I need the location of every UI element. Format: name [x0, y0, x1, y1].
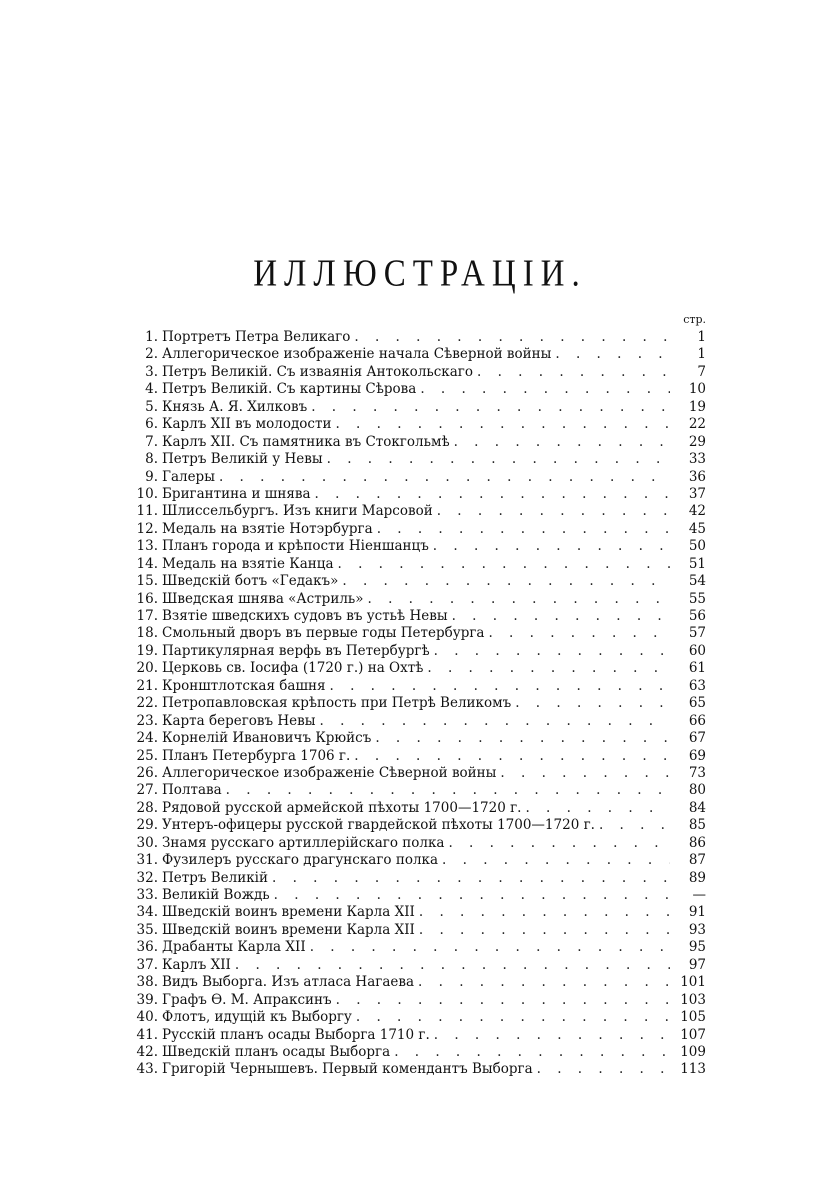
leader-dots — [452, 608, 670, 625]
entry-number: 10. — [136, 485, 158, 502]
entry-page-number: 105 — [680, 1009, 706, 1026]
leader-dots — [488, 625, 670, 642]
leader-dots — [599, 817, 670, 834]
entry-title: Русскiй планъ осады Выборга 1710 г. — [162, 1026, 430, 1043]
entry-page-number: 61 — [688, 660, 706, 677]
list-item — [132, 887, 706, 904]
list-item — [132, 486, 706, 503]
entry-number: 16. — [136, 590, 158, 607]
list-item — [132, 957, 706, 974]
leader-dots — [375, 730, 670, 747]
list-item — [132, 416, 706, 433]
entry-page-number: 113 — [680, 1061, 706, 1078]
leader-dots — [272, 870, 670, 887]
entry-title: Бригантина и шнява — [162, 485, 311, 502]
entry-title: Шведскiй воинъ времени Карла XII — [162, 904, 415, 921]
leader-dots — [310, 939, 670, 956]
list-item — [132, 503, 706, 520]
entry-page-number: 51 — [688, 555, 706, 572]
list-item — [132, 451, 706, 468]
list-item — [132, 730, 706, 747]
entry-number: 1. — [145, 329, 158, 345]
entry-page-number: 85 — [688, 817, 706, 834]
list-item — [132, 695, 706, 712]
list-item — [132, 713, 706, 730]
entry-title: Карлъ XII — [162, 956, 231, 973]
entry-page-number: 10 — [688, 381, 706, 398]
entry-title: Карлъ XII. Съ памятника въ Стокгольмѣ — [162, 433, 450, 450]
entry-page-number: 55 — [688, 590, 706, 607]
entry-number: 12. — [136, 520, 158, 537]
entry-title: Медаль на взятiе Нотэрбурга — [162, 520, 373, 537]
entry-title: Шведскiй ботъ «Гедакъ» — [162, 573, 339, 590]
entry-number: 32. — [136, 869, 158, 886]
entry-number: 42. — [136, 1043, 158, 1060]
leader-dots — [319, 713, 670, 730]
entry-number: 15. — [136, 573, 158, 590]
entry-number: 6. — [145, 416, 158, 433]
leader-dots — [219, 469, 670, 486]
entry-title: Аллегорическое изображенiе Сѣверной войны — [162, 764, 497, 781]
entry-title: Полтава — [162, 782, 222, 799]
leader-dots — [327, 451, 670, 468]
list-item — [132, 434, 706, 451]
leader-dots — [342, 573, 670, 590]
list-item — [132, 329, 706, 346]
entry-number: 3. — [145, 363, 158, 380]
entry-number: 26. — [136, 764, 158, 781]
entry-number: 35. — [136, 921, 158, 938]
entry-page-number: 36 — [688, 468, 706, 485]
leader-dots — [515, 695, 670, 712]
leader-dots — [454, 434, 670, 451]
entry-number: 5. — [145, 398, 158, 415]
list-item — [132, 381, 706, 398]
leader-dots — [354, 329, 670, 346]
leader-dots — [330, 678, 670, 695]
list-item — [132, 765, 706, 782]
entry-number: 34. — [136, 904, 158, 921]
entry-title: Петръ Великiй у Невы — [162, 451, 323, 468]
entry-number: 41. — [136, 1026, 158, 1043]
entry-page-number: 1 — [697, 329, 706, 345]
page-column-label: стр. — [683, 313, 706, 326]
entry-number: 20. — [136, 660, 158, 677]
list-item — [132, 1027, 706, 1044]
list-item — [132, 939, 706, 956]
entry-number: 21. — [136, 677, 158, 694]
list-item — [132, 782, 706, 799]
entry-page-number: 97 — [688, 956, 706, 973]
entry-page-number: 50 — [688, 538, 706, 555]
entry-number: 39. — [136, 991, 158, 1008]
illustrations-list — [132, 329, 706, 1079]
entry-number: 25. — [136, 747, 158, 764]
entry-page-number: 42 — [688, 503, 706, 520]
entry-title: Григорiй Чернышевъ. Первый комендантъ Выборга — [162, 1061, 533, 1078]
entry-page-number: 67 — [688, 730, 706, 747]
entry-page-number: 66 — [688, 712, 706, 729]
entry-title: Фузилеръ русскаго драгунскаго полка — [162, 852, 439, 869]
entry-title: Петръ Великiй. Съ изваянiя Антокольскаго — [162, 363, 473, 380]
entry-number: 11. — [136, 503, 158, 520]
entry-page-number: 65 — [688, 695, 706, 712]
entry-title: Петръ Великiй — [162, 869, 268, 886]
leader-dots — [448, 835, 670, 852]
entry-title: Медаль на взятiе Канца — [162, 555, 334, 572]
entry-number: 18. — [136, 625, 158, 642]
list-item — [132, 1044, 706, 1061]
leader-dots — [525, 800, 670, 817]
entry-page-number: 1 — [697, 346, 706, 363]
leader-dots — [336, 992, 670, 1009]
entry-title: Кронштлотская башня — [162, 677, 326, 694]
entry-page-number: 73 — [688, 764, 706, 781]
list-item — [132, 870, 706, 887]
leader-dots — [537, 1061, 670, 1078]
entry-page-number: 33 — [688, 451, 706, 468]
entry-number: 31. — [136, 852, 158, 869]
entry-title: Церковь св. Iосифа (1720 г.) на Охтѣ — [162, 660, 424, 677]
leader-dots — [434, 1027, 670, 1044]
entry-number: 37. — [136, 956, 158, 973]
entry-title: Галеры — [162, 468, 215, 485]
entry-title: Портретъ Петра Великаго — [162, 329, 351, 345]
leader-dots — [338, 556, 671, 573]
entry-page-number: 69 — [688, 747, 706, 764]
entry-title: Флотъ, идущiй къ Выборгу — [162, 1009, 352, 1026]
leader-dots — [433, 538, 670, 555]
leader-dots — [555, 346, 670, 363]
entry-title: Унтеръ-офицеры русской гвардейской пѣхоты 1700—1720 г. — [162, 817, 595, 834]
entry-page-number: 45 — [688, 520, 706, 537]
entry-page-number: 60 — [688, 642, 706, 659]
entry-title: Корнелiй Ивановичъ Крюйсъ — [162, 730, 372, 747]
list-item — [132, 556, 706, 573]
entry-number: 13. — [136, 538, 158, 555]
entry-title: Шведскiй планъ осады Выборга — [162, 1043, 391, 1060]
list-item — [132, 1061, 706, 1078]
entry-page-number: 107 — [680, 1026, 706, 1043]
leader-dots — [420, 381, 670, 398]
leader-dots — [477, 364, 670, 381]
leader-dots — [418, 974, 670, 991]
entry-title: Планъ Петербурга 1706 г. — [162, 747, 351, 764]
list-item — [132, 974, 706, 991]
entry-number: 29. — [136, 817, 158, 834]
entry-title: Взятiе шведскихъ судовъ въ устьѣ Невы — [162, 608, 448, 624]
entry-number: 27. — [136, 782, 158, 799]
entry-title: Графъ Ѳ. М. Апраксинъ — [162, 991, 332, 1008]
entry-title: Рядовой русской армейской пѣхоты 1700—1720 г. — [162, 799, 522, 816]
entry-page-number: 89 — [688, 869, 706, 886]
entry-number: 30. — [136, 834, 158, 851]
entry-title: Знамя русскаго артиллерiйскаго полка — [162, 834, 445, 851]
list-item — [132, 852, 706, 869]
entry-page-number: 80 — [688, 782, 706, 799]
entry-number: 9. — [145, 468, 158, 485]
entry-page-number: 101 — [680, 974, 706, 991]
list-item — [132, 800, 706, 817]
list-item — [132, 643, 706, 660]
list-item — [132, 538, 706, 555]
entry-page-number: 29 — [688, 433, 706, 450]
entry-title: Планъ города и крѣпости Нiеншанцъ — [162, 538, 429, 555]
leader-dots — [437, 503, 670, 520]
entry-page-number: 19 — [688, 398, 706, 415]
entry-title: Великiй Вождь — [162, 887, 270, 903]
list-item — [132, 521, 706, 538]
leader-dots — [335, 416, 670, 433]
entry-page-number: 84 — [688, 799, 706, 816]
entry-page-number: 7 — [697, 363, 706, 380]
entry-number: 2. — [145, 346, 158, 363]
list-item — [132, 817, 706, 834]
list-item — [132, 364, 706, 381]
entry-title: Шведская шнява «Астриль» — [162, 590, 364, 607]
entry-page-number: 87 — [688, 852, 706, 869]
entry-title: Петропавловская крѣпость при Петрѣ Великомъ — [162, 695, 512, 712]
entry-number: 8. — [145, 451, 158, 468]
entry-number: 24. — [136, 730, 158, 747]
entry-number: 40. — [136, 1009, 158, 1026]
entry-page-number: 57 — [688, 625, 706, 642]
entry-number: 17. — [136, 608, 158, 624]
entry-title: Карта береговъ Невы — [162, 712, 316, 729]
entry-page-number: 93 — [688, 921, 706, 938]
list-item — [132, 608, 706, 625]
leader-dots — [434, 643, 670, 660]
leader-dots — [235, 957, 670, 974]
leader-dots — [354, 748, 670, 765]
leader-dots — [377, 521, 670, 538]
leader-dots — [315, 486, 671, 503]
entry-title: Петръ Великiй. Съ картины Сѣрова — [162, 381, 417, 398]
list-item — [132, 399, 706, 416]
entry-number: 43. — [136, 1061, 158, 1078]
leader-dots — [226, 782, 670, 799]
list-item — [132, 1009, 706, 1026]
leader-dots — [419, 922, 670, 939]
leader-dots — [419, 904, 670, 921]
leader-dots — [427, 660, 670, 677]
list-item — [132, 469, 706, 486]
entry-page-number: 56 — [688, 608, 706, 624]
page-title: ИЛЛЮСТРАЦIИ. — [253, 253, 587, 295]
entry-page-number: 95 — [688, 939, 706, 956]
entry-page-number: 37 — [688, 485, 706, 502]
entry-page-number: 91 — [688, 904, 706, 921]
entry-page-number: 109 — [680, 1043, 706, 1060]
leader-dots — [311, 399, 670, 416]
entry-number: 14. — [136, 555, 158, 572]
entry-title: Карлъ XII въ молодости — [162, 416, 332, 433]
entry-number: 23. — [136, 712, 158, 729]
entry-title: Драбанты Карла XII — [162, 939, 306, 956]
entry-number: 4. — [145, 381, 158, 398]
entry-title: Смольный дворъ въ первые годы Петербурга — [162, 625, 485, 642]
entry-title: Партикулярная верфь въ Петербургѣ — [162, 642, 430, 659]
entry-title: Шлиссельбургъ. Изъ книги Марсовой — [162, 503, 433, 520]
leader-dots — [394, 1044, 670, 1061]
leader-dots — [442, 852, 670, 869]
entry-page-number: — — [692, 887, 706, 903]
entry-page-number: 63 — [688, 677, 706, 694]
entry-number: 19. — [136, 642, 158, 659]
entry-number: 38. — [136, 974, 158, 991]
list-item — [132, 748, 706, 765]
list-item — [132, 922, 706, 939]
list-item — [132, 992, 706, 1009]
entry-number: 22. — [136, 695, 158, 712]
leader-dots — [368, 591, 670, 608]
entry-title: Аллегорическое изображенiе начала Сѣверной войны — [162, 346, 552, 363]
list-item — [132, 625, 706, 642]
leader-dots — [274, 887, 670, 904]
entry-page-number: 22 — [688, 416, 706, 433]
entry-number: 33. — [136, 887, 158, 903]
list-item — [132, 835, 706, 852]
entry-number: 7. — [145, 433, 158, 450]
entry-number: 36. — [136, 939, 158, 956]
entry-title: Князь А. Я. Хилковъ — [162, 398, 308, 415]
list-item — [132, 591, 706, 608]
entry-title: Видъ Выборга. Изъ атласа Нагаева — [162, 974, 415, 991]
list-item — [132, 346, 706, 363]
entry-number: 28. — [136, 799, 158, 816]
list-item — [132, 904, 706, 921]
entry-title: Шведскiй воинъ времени Карла XII — [162, 921, 415, 938]
leader-dots — [356, 1009, 670, 1026]
list-item — [132, 573, 706, 590]
list-item — [132, 660, 706, 677]
leader-dots — [500, 765, 670, 782]
entry-page-number: 86 — [688, 834, 706, 851]
list-item — [132, 678, 706, 695]
entry-page-number: 103 — [680, 991, 706, 1008]
entry-page-number: 54 — [688, 573, 706, 590]
